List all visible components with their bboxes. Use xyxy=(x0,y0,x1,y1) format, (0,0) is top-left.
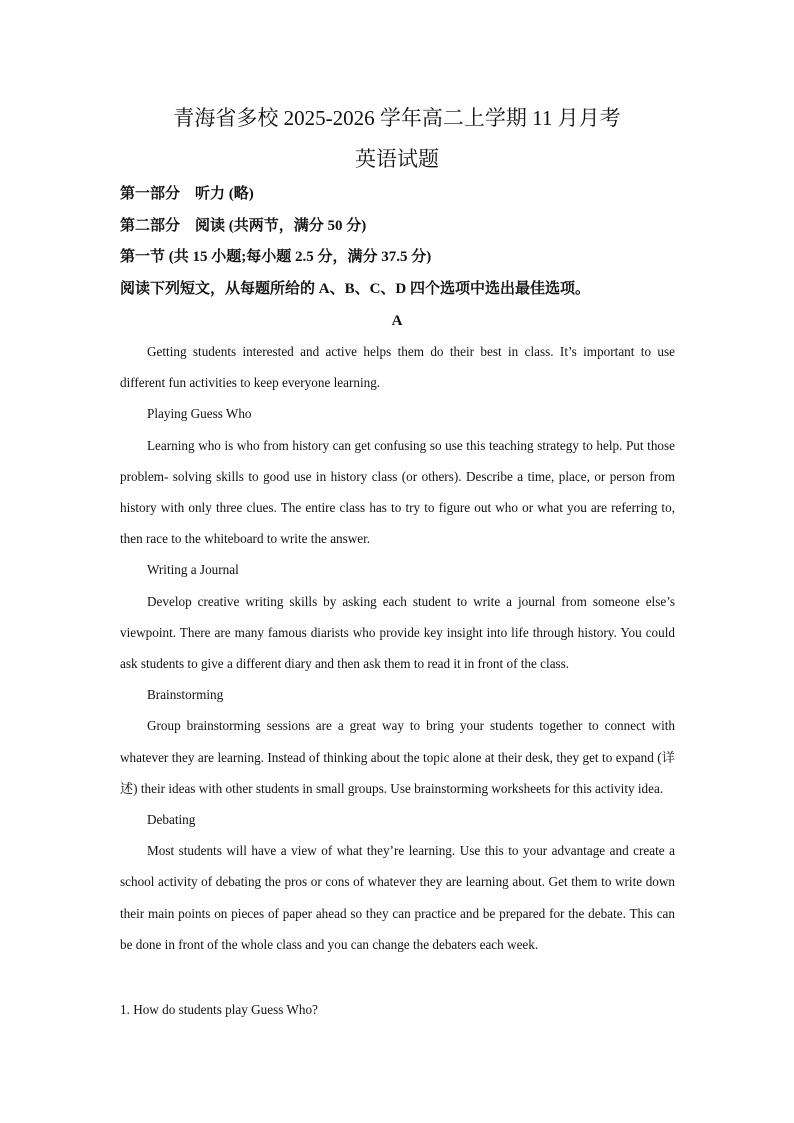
reading-instruction: 阅读下列短文，从每题所给的 A、B、C、D 四个选项中选出最佳选项。 xyxy=(120,281,591,297)
passage-letter: A xyxy=(391,313,403,329)
activity-heading-journal: Writing a Journal xyxy=(147,562,239,578)
activity-text-brainstorming: Group brainstorming sessions are a great way to bring your students together to connect with whatever they are learning. Instead of thinking about the topic alone at their desk, they get to expand (详述) their ideas with other students in small groups. Use brainstorming worksheets for this activity idea. xyxy=(120,718,675,796)
part1-heading: 第一部分 听力 (略) xyxy=(120,186,254,202)
section1-heading: 第一节 (共 15 小题;每小题 2.5 分，满分 37.5 分) xyxy=(120,249,432,265)
exam-title: 青海省多校 2025-2026 学年高二上学期 11 月月考 xyxy=(173,106,621,130)
exam-subject: 英语试题 xyxy=(355,147,439,171)
activity-text-debating: Most students will have a view of what they’re learning. Use this to your advantage and create a school activity of debating the pros or cons of whatever they are learning about. Get them to write down their main points on pieces of paper ahead so they can practice and be prepared for the debate. This can be done in front of the whole class and you can change the debaters each week. xyxy=(120,843,675,952)
passage-body xyxy=(120,336,675,960)
activity-heading-brainstorming: Brainstorming xyxy=(147,687,224,703)
question-1: 1. How do students play Guess Who? xyxy=(120,1002,318,1017)
activity-heading-debating: Debating xyxy=(147,812,196,828)
activity-heading-guess-who: Playing Guess Who xyxy=(147,406,252,422)
activity-text-guess-who: Learning who is who from history can get confusing so use this teaching strategy to help. Put those problem- solving skills to good use in history class (or others). Describe a time, place, or person from history with only three clues. The entire class has to try to figure out who or what you are referring to, then race to the whiteboard to write the answer. xyxy=(120,437,675,547)
passage-intro: Getting students interested and active helps them do their best in class. It’s important to use different fun activities to keep everyone learning. xyxy=(120,344,675,391)
part2-heading: 第二部分 阅读 (共两节，满分 50 分) xyxy=(120,218,367,234)
activity-text-journal: Develop creative writing skills by asking each student to write a journal from someone else’s viewpoint. There are many famous diarists who provide key insight into life through history. You could ask students to give a different diary and then ask them to read it in front of the class. xyxy=(120,593,675,672)
